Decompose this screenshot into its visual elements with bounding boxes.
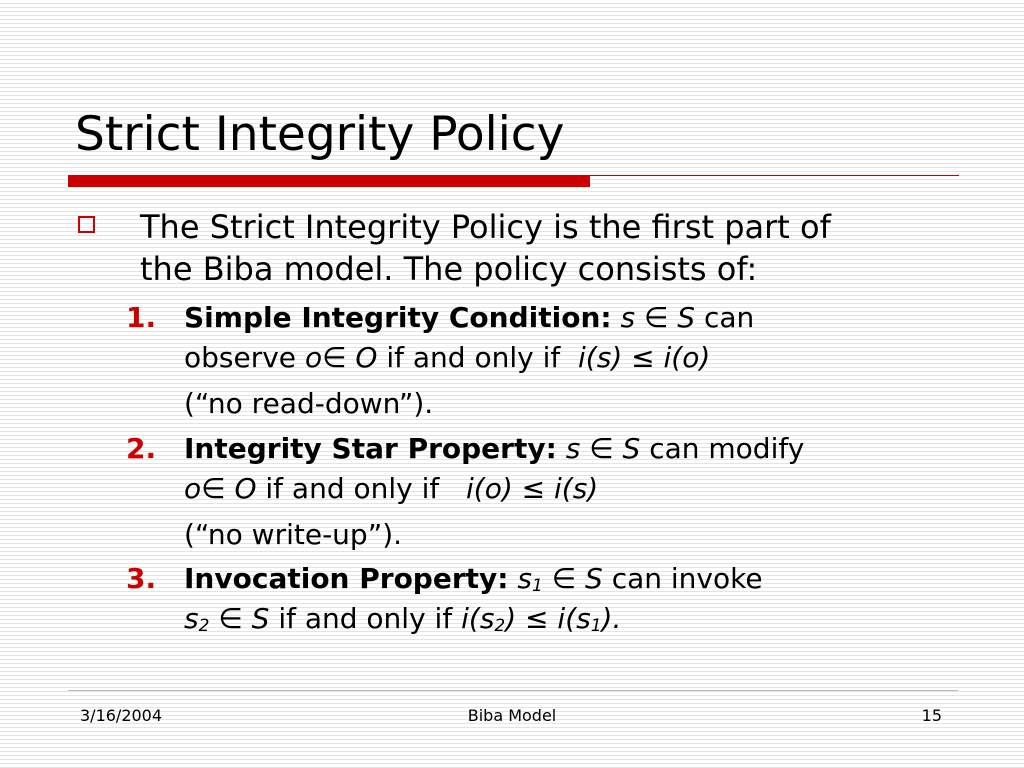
footer-divider — [68, 690, 958, 691]
title-underline-thick — [68, 175, 590, 187]
item-name: Integrity Star Property: — [184, 432, 557, 465]
list-number: 2. — [126, 432, 157, 465]
item-name: Simple Integrity Condition: — [184, 301, 612, 334]
list-number: 3. — [126, 562, 157, 595]
item-1-note: (“no read-down”). — [184, 387, 434, 420]
slide-number: 15 — [921, 706, 942, 725]
intro-line-2: the Biba model. The policy consists of: — [140, 250, 758, 288]
item-2-line-2: o∈ O if and only if i(o) ≤ i(s) — [184, 472, 599, 505]
title-underline-thin — [590, 175, 959, 176]
intro-paragraph — [140, 206, 970, 290]
hollow-square-bullet-icon — [78, 216, 95, 233]
item-2-line-1: Integrity Star Property: s ∈ S can modify — [184, 432, 805, 465]
footer-date: 3/16/2004 — [80, 706, 163, 725]
item-name: Invocation Property: — [184, 562, 509, 595]
item-2-note: (“no write-up”). — [184, 518, 403, 551]
footer-title: Biba Model — [467, 706, 557, 725]
item-1-line-2: observe o∈ O if and only if i(s) ≤ i(o) — [184, 341, 711, 374]
item-3-line-1: Invocation Property: s1 ∈ S can invoke — [184, 562, 763, 596]
list-number: 1. — [126, 301, 157, 334]
intro-line-1: The Strict Integrity Policy is the first part of — [140, 208, 831, 246]
item-1-line-1: Simple Integrity Condition: s ∈ S can — [184, 301, 755, 334]
slide-title: Strict Integrity Policy — [75, 107, 565, 162]
item-3-line-2: s2 ∈ S if and only if i(s2) ≤ i(s1). — [184, 602, 622, 636]
